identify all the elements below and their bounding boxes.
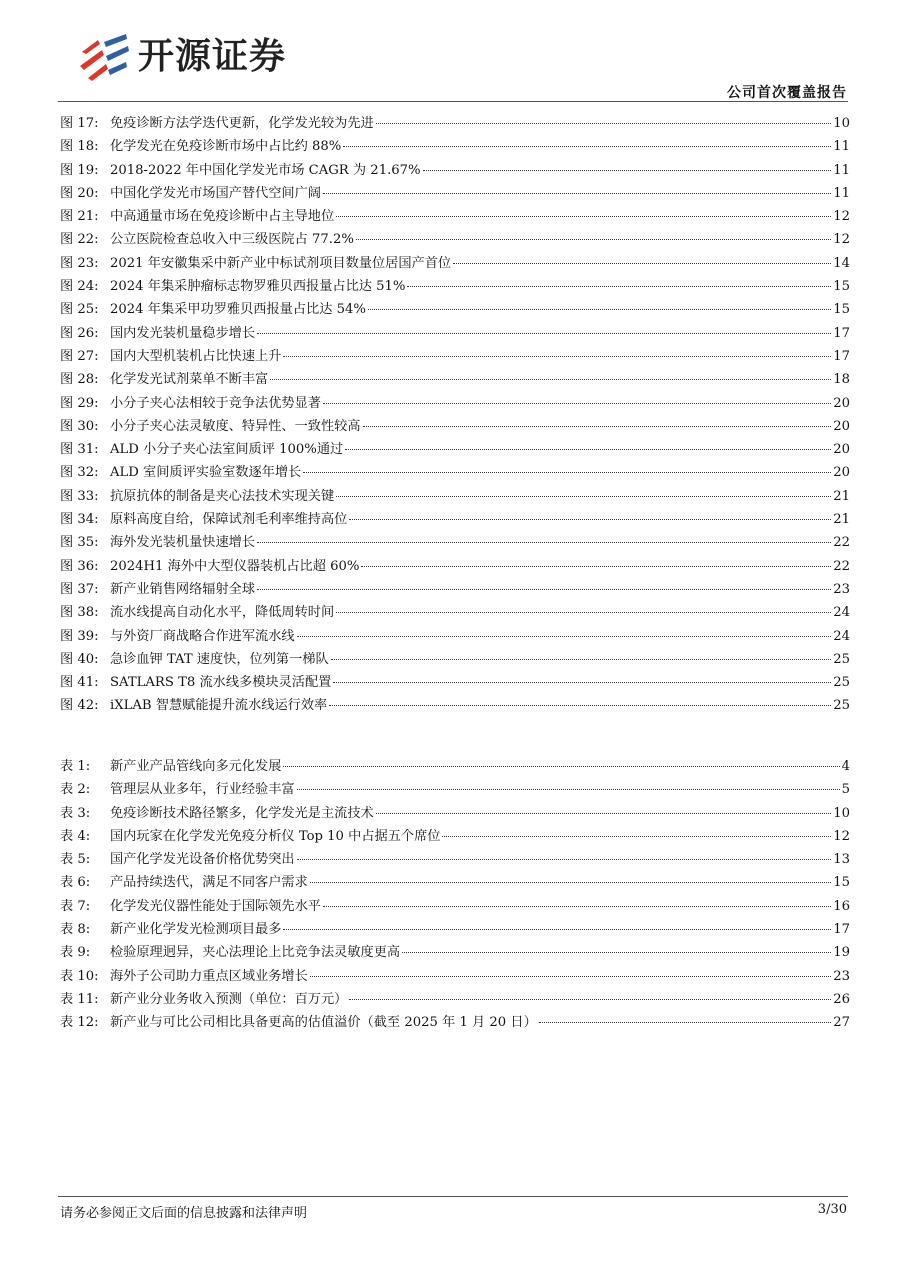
dot-leader	[283, 356, 831, 357]
entry-title: ALD 室间质评实验室数逐年增长	[110, 465, 302, 481]
entry-title: 2024H1 海外中大型仪器装机占比超 60%	[110, 558, 360, 574]
table-entry[interactable]	[60, 895, 850, 918]
dot-leader	[423, 170, 832, 171]
dot-leader	[376, 123, 831, 124]
table-entry[interactable]	[60, 918, 850, 941]
entry-label: 图 32:	[60, 465, 99, 481]
table-entry[interactable]	[60, 1011, 850, 1034]
entry-title: 化学发光试剂菜单不断丰富	[110, 372, 269, 388]
entry-label: 图 41:	[60, 675, 99, 691]
dot-leader	[349, 519, 831, 520]
entry-title: 中国化学发光市场国产替代空间广阔	[110, 185, 321, 201]
entry-page-number: 4	[841, 759, 850, 774]
entry-label: 图 18:	[60, 139, 99, 155]
entry-title: 新产业销售网络辐射全球	[110, 581, 256, 597]
dot-leader	[297, 859, 832, 860]
table-index	[60, 755, 850, 1035]
report-type: 公司首次覆盖报告	[727, 85, 847, 101]
entry-title: 化学发光仪器性能处于国际领先水平	[110, 898, 321, 914]
entry-label: 图 31:	[60, 442, 99, 458]
entry-title: 新产业分业务收入预测（单位：百万元）	[110, 991, 348, 1007]
figure-index	[60, 112, 850, 718]
entry-label: 表 2:	[60, 782, 91, 798]
entry-page-number: 20	[833, 395, 850, 411]
figure-entry[interactable]	[60, 159, 850, 182]
entry-label: 图 25:	[60, 302, 99, 318]
entry-title: 新产业与可比公司相比具备更高的估值溢价（截至 2025 年 1 月 20 日）	[110, 1015, 537, 1031]
entry-page-number: 12	[833, 232, 850, 248]
figure-entry[interactable]	[60, 461, 850, 484]
figure-entry[interactable]	[60, 485, 850, 508]
dot-leader	[297, 636, 832, 637]
dot-leader	[336, 216, 831, 217]
figure-entry[interactable]	[60, 368, 850, 391]
entry-label: 图 23:	[60, 255, 99, 271]
figure-entry[interactable]	[60, 205, 850, 228]
dot-leader	[345, 449, 831, 450]
dot-leader	[310, 882, 831, 883]
figure-entry[interactable]	[60, 298, 850, 321]
figure-entry[interactable]	[60, 671, 850, 694]
entry-title: 抗原抗体的制备是夹心法技术实现关键	[110, 488, 335, 504]
entry-page-number: 13	[833, 852, 850, 868]
entry-label: 表 8:	[60, 922, 91, 938]
table-entry[interactable]	[60, 755, 850, 778]
dot-leader	[333, 682, 831, 683]
entry-title: 国内大型机装机占比快速上升	[110, 348, 282, 364]
dot-leader	[257, 333, 831, 334]
figure-entry[interactable]	[60, 275, 850, 298]
footer-disclaimer: 请务必参阅正文后面的信息披露和法律声明	[60, 1206, 308, 1221]
entry-title: 急诊血钾 TAT 速度快，位列第一梯队	[110, 651, 329, 667]
dot-leader	[331, 659, 832, 660]
entry-title: 小分子夹心法灵敏度、特异性、一致性较高	[110, 418, 361, 434]
entry-page-number: 25	[833, 651, 850, 667]
table-entry[interactable]	[60, 802, 850, 825]
logo-text: 开源证券	[138, 36, 287, 77]
entry-page-number: 22	[833, 535, 850, 551]
entry-page-number: 24	[833, 628, 850, 644]
dot-leader	[329, 705, 831, 706]
page-header	[0, 0, 905, 102]
entry-page-number: 5	[841, 782, 850, 798]
entry-page-number: 21	[833, 512, 850, 528]
entry-page-number: 26	[833, 991, 850, 1007]
entry-page-number: 27	[833, 1015, 850, 1031]
table-entry[interactable]	[60, 965, 850, 988]
dot-leader	[363, 426, 832, 427]
entry-page-number: 17	[833, 922, 850, 938]
entry-label: 图 26:	[60, 325, 99, 341]
entry-page-number: 22	[833, 558, 850, 574]
entry-page-number: 24	[833, 605, 850, 621]
entry-page-number: 25	[833, 675, 850, 691]
entry-label: 图 35:	[60, 535, 99, 551]
figure-entry[interactable]	[60, 345, 850, 368]
dot-leader	[257, 589, 831, 590]
entry-label: 图 37:	[60, 581, 99, 597]
entry-label: 图 38:	[60, 605, 99, 621]
entry-label: 图 42:	[60, 698, 99, 714]
entry-page-number: 20	[833, 465, 850, 481]
figure-entry[interactable]	[60, 578, 850, 601]
entry-title: 国内发光装机量稳步增长	[110, 325, 256, 341]
entry-title: 原料高度自给，保障试剂毛利率维持高位	[110, 512, 348, 528]
figure-entry[interactable]	[60, 531, 850, 554]
dot-leader	[336, 496, 831, 497]
dot-leader	[356, 239, 831, 240]
entry-title: 与外资厂商战略合作进军流水线	[110, 628, 295, 644]
page-number: 3/30	[817, 1202, 847, 1217]
entry-page-number: 12	[833, 209, 850, 225]
entry-label: 表 4:	[60, 828, 91, 844]
entry-label: 图 39:	[60, 628, 99, 644]
entry-label: 图 30:	[60, 418, 99, 434]
figure-entry[interactable]	[60, 322, 850, 345]
entry-title: 2024 年集采甲功罗雅贝西报量占比达 54%	[110, 302, 366, 318]
table-entry[interactable]	[60, 871, 850, 894]
entry-page-number: 14	[833, 255, 850, 271]
figure-entry[interactable]	[60, 694, 850, 717]
entry-label: 图 36:	[60, 558, 99, 574]
entry-page-number: 15	[833, 279, 850, 295]
entry-page-number: 20	[833, 442, 850, 458]
dot-leader	[303, 472, 831, 473]
entry-page-number: 25	[833, 698, 850, 714]
dot-leader	[283, 929, 831, 930]
entry-label: 表 11:	[60, 991, 99, 1007]
entry-title: 免疫诊断方法学迭代更新，化学发光较为先进	[110, 116, 374, 131]
table-entry[interactable]	[60, 778, 850, 801]
figure-entry[interactable]	[60, 182, 850, 205]
dot-leader	[376, 813, 831, 814]
dot-leader	[349, 999, 831, 1000]
dot-leader	[336, 612, 831, 613]
entry-title: 管理层从业多年，行业经验丰富	[110, 782, 295, 798]
figure-entry[interactable]	[60, 508, 850, 531]
entry-label: 图 34:	[60, 512, 99, 528]
dot-leader	[407, 286, 831, 287]
entry-page-number: 10	[833, 805, 850, 821]
dot-leader	[323, 906, 831, 907]
entry-page-number: 10	[833, 116, 850, 131]
entry-title: 新产业产品管线向多元化发展	[110, 759, 282, 774]
entry-title: 流水线提高自动化水平，降低周转时间	[110, 605, 335, 621]
entry-title: ALD 小分子夹心法室间质评 100%通过	[110, 442, 344, 458]
entry-title: 国内玩家在化学发光免疫分析仪 Top 10 中占据五个席位	[110, 828, 441, 844]
dot-leader	[297, 789, 840, 790]
entry-title: 中高通量市场在免疫诊断中占主导地位	[110, 209, 335, 225]
entry-page-number: 20	[833, 418, 850, 434]
table-entry[interactable]	[60, 848, 850, 871]
entry-label: 图 24:	[60, 279, 99, 295]
dot-leader	[283, 766, 839, 767]
entry-page-number: 15	[833, 302, 850, 318]
entry-label: 表 5:	[60, 852, 91, 868]
entry-label: 图 28:	[60, 372, 99, 388]
entry-page-number: 15	[833, 875, 850, 891]
entry-page-number: 11	[833, 162, 850, 178]
dot-leader	[323, 403, 831, 404]
figure-entry[interactable]	[60, 625, 850, 648]
entry-label: 图 20:	[60, 185, 99, 201]
entry-title: iXLAB 智慧赋能提升流水线运行效率	[110, 698, 328, 714]
entry-page-number: 17	[833, 325, 850, 341]
figure-entry[interactable]	[60, 555, 850, 578]
dot-leader	[323, 193, 831, 194]
entry-page-number: 16	[833, 898, 850, 914]
dot-leader	[270, 379, 831, 380]
entry-title: 检验原理迥异，夹心法理论上比竞争法灵敏度更高	[110, 945, 401, 961]
entry-label: 图 22:	[60, 232, 99, 248]
figure-entry[interactable]	[60, 135, 850, 158]
entry-title: SATLARS T8 流水线多模块灵活配置	[110, 675, 332, 691]
entry-label: 表 12:	[60, 1015, 99, 1031]
dot-leader	[368, 309, 831, 310]
dot-leader	[361, 566, 831, 567]
figure-entry[interactable]	[60, 392, 850, 415]
entry-page-number: 18	[833, 372, 850, 388]
table-entry[interactable]	[60, 825, 850, 848]
entry-label: 图 21:	[60, 209, 99, 225]
figure-entry[interactable]	[60, 228, 850, 251]
entry-title: 免疫诊断技术路径繁多，化学发光是主流技术	[110, 805, 374, 821]
logo	[78, 32, 286, 82]
figure-entry[interactable]	[60, 415, 850, 438]
entry-label: 图 29:	[60, 395, 99, 411]
entry-label: 表 9:	[60, 945, 91, 961]
entry-label: 表 6:	[60, 875, 91, 891]
entry-title: 2024 年集采肿瘤标志物罗雅贝西报量占比达 51%	[110, 279, 406, 295]
figure-entry[interactable]	[60, 601, 850, 624]
entry-title: 新产业化学发光检测项目最多	[110, 922, 282, 938]
entry-page-number: 11	[833, 139, 850, 155]
dot-leader	[453, 263, 831, 264]
entry-page-number: 21	[833, 488, 850, 504]
entry-label: 表 10:	[60, 968, 99, 984]
entry-page-number: 12	[833, 828, 850, 844]
dot-leader	[442, 836, 831, 837]
table-entry[interactable]	[60, 988, 850, 1011]
entry-label: 图 17:	[60, 116, 99, 131]
footer-divider	[58, 1196, 848, 1197]
entry-label: 表 1:	[60, 759, 91, 774]
entry-title: 化学发光在免疫诊断市场中占比约 88%	[110, 139, 342, 155]
entry-title: 产品持续迭代，满足不同客户需求	[110, 875, 308, 891]
dot-leader	[310, 976, 831, 977]
header-divider	[58, 101, 848, 102]
entry-page-number: 23	[833, 968, 850, 984]
entry-page-number: 19	[833, 945, 850, 961]
entry-label: 表 3:	[60, 805, 91, 821]
entry-label: 图 19:	[60, 162, 99, 178]
table-entry[interactable]	[60, 941, 850, 964]
entry-label: 图 40:	[60, 651, 99, 667]
entry-page-number: 11	[833, 185, 850, 201]
entry-title: 国产化学发光设备价格优势突出	[110, 852, 295, 868]
entry-label: 图 33:	[60, 488, 99, 504]
dot-leader	[539, 1022, 831, 1023]
entry-label: 表 7:	[60, 898, 91, 914]
figure-entry[interactable]	[60, 648, 850, 671]
dot-leader	[402, 952, 831, 953]
entry-title: 海外发光装机量快速增长	[110, 535, 256, 551]
figure-entry[interactable]	[60, 438, 850, 461]
entry-page-number: 17	[833, 348, 850, 364]
entry-title: 小分子夹心法相较于竞争法优势显著	[110, 395, 321, 411]
entry-label: 图 27:	[60, 348, 99, 364]
entry-title: 海外子公司助力重点区域业务增长	[110, 968, 308, 984]
entry-page-number: 23	[833, 581, 850, 597]
dot-leader	[343, 146, 831, 147]
figure-entry[interactable]	[60, 112, 850, 135]
figure-entry[interactable]	[60, 252, 850, 275]
dot-leader	[257, 542, 831, 543]
entry-title: 公立医院检查总收入中三级医院占 77.2%	[110, 232, 354, 248]
entry-title: 2018-2022 年中国化学发光市场 CAGR 为 21.67%	[110, 162, 421, 178]
kaiyuan-securities-logo-icon	[78, 32, 132, 82]
entry-title: 2021 年安徽集采中新产业中标试剂项目数量位居国产首位	[110, 255, 452, 271]
